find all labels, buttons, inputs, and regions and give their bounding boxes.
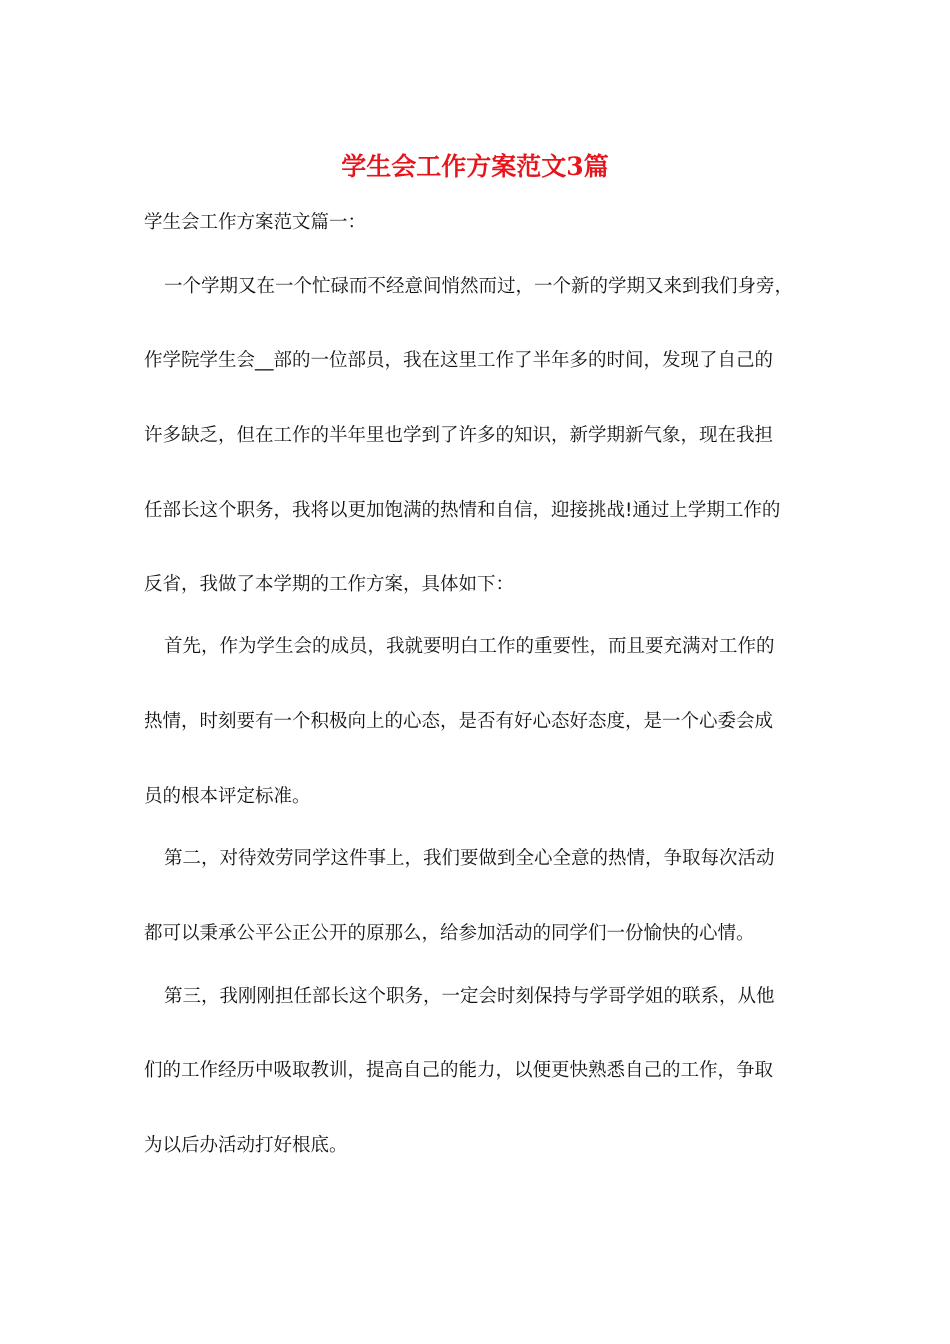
- paragraph-2-line-3: 员的根本评定标准。: [144, 786, 311, 807]
- document-title: 学生会工作方案范文3篇: [341, 152, 609, 181]
- paragraph-1-line-1: 一个学期又在一个忙碌而不经意间悄然而过，一个新的学期又来到我们身旁，: [164, 276, 794, 297]
- paragraph-2-line-1: 首先，作为学生会的成员，我就要明白工作的重要性，而且要充满对工作的: [164, 636, 775, 657]
- paragraph-3-line-1: 第二，对待效劳同学这件事上，我们要做到全心全意的热情，争取每次活动: [164, 848, 775, 869]
- paragraph-4-line-2: 们的工作经历中吸取教训，提高自己的能力，以便更快熟悉自己的工作，争取: [144, 1060, 774, 1081]
- section-heading: 学生会工作方案范文篇一：: [144, 212, 367, 233]
- paragraph-2-line-2: 热情，时刻要有一个积极向上的心态，是否有好心态好态度，是一个心委会成: [144, 711, 774, 732]
- paragraph-1-line-5: 反省，我做了本学期的工作方案，具体如下：: [144, 574, 515, 595]
- paragraph-1-line-2: 作学院学生会__部的一位部员，我在这里工作了半年多的时间，发现了自己的: [144, 350, 774, 371]
- paragraph-3-line-2: 都可以秉承公平公正公开的原那么，给参加活动的同学们一份愉快的心情。: [144, 923, 755, 944]
- paragraph-1-line-4: 任部长这个职务，我将以更加饱满的热情和自信，迎接挑战!通过上学期工作的: [144, 500, 781, 521]
- paragraph-4-line-3: 为以后办活动打好根底。: [144, 1135, 348, 1156]
- paragraph-4-line-1: 第三，我刚刚担任部长这个职务，一定会时刻保持与学哥学姐的联系，从他: [164, 986, 775, 1007]
- paragraph-1-line-3: 许多缺乏，但在工作的半年里也学到了许多的知识，新学期新气象，现在我担: [144, 425, 774, 446]
